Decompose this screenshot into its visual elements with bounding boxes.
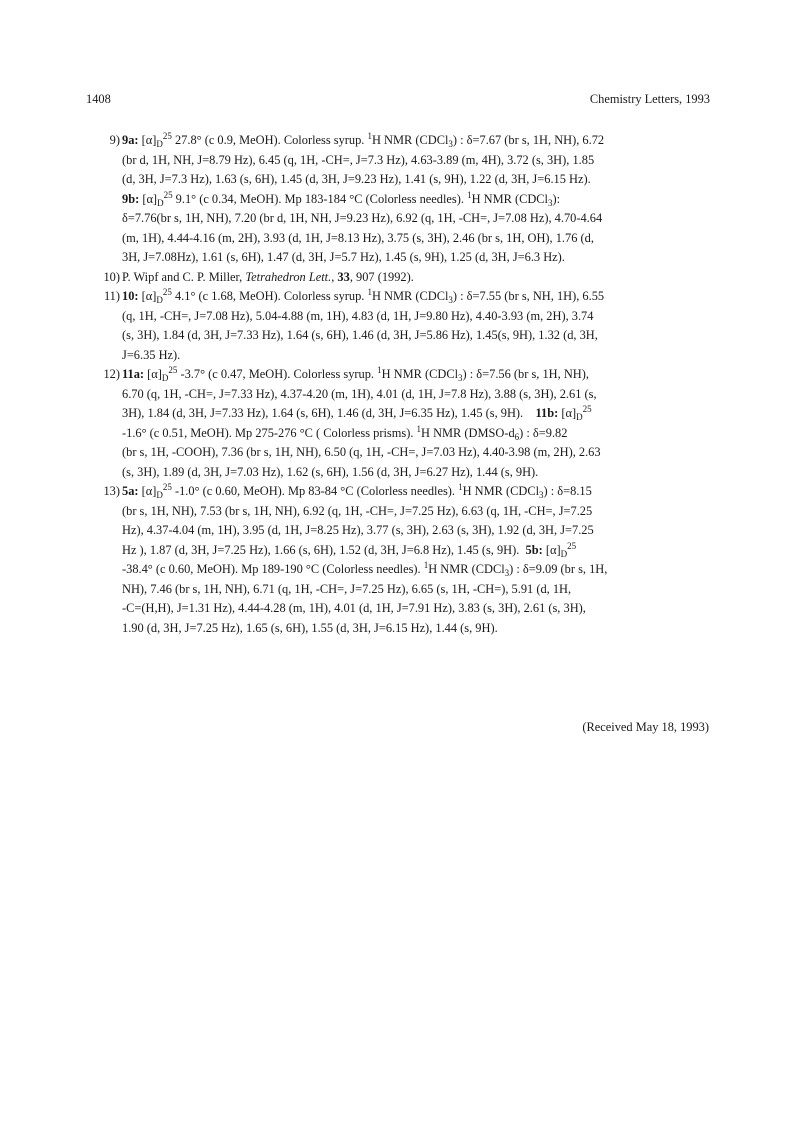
journal-info: Chemistry Letters, 1993 [589,92,710,106]
note-line: 3H), 1.84 (d, 3H, J=7.33 Hz), 1.64 (s, 6H), 1.46 (d, 3H, J=6.35 Hz), 1.45 (s, 9H). 11b: $[\alpha]_D^{25}$ [122,404,592,423]
note-line: -C=(H,H), J=1.31 Hz), 4.44-4.28 (m, 1H), 4.01 (d, 1H, J=7.91 Hz), 3.83 (s, 3H), 2.61 (s, 3H), [122,601,586,615]
reference-note [86,268,716,288]
page-number: 1408 [86,92,111,106]
note-line: 11a: $[\alpha]_D^{25}$ -3.7° (c 0.47, MeOH). Colorless syrup. $^1$H NMR (CDCl$_3$) : δ=7.56 (br s, 1H, NH), [122,365,589,384]
note-line: (br d, 1H, NH, J=8.79 Hz), 6.45 (q, 1H, -CH=, J=7.3 Hz), 4.63-3.89 (m, 4H), 3.72 (s, 3H), 1.85 [122,152,595,167]
note-line: δ=7.76(br s, 1H, NH), 7.20 (br d, 1H, NH, J=9.23 Hz), 6.92 (q, 1H, -CH=, J=7.08 Hz), 4.70-4.64 [122,211,603,225]
note-line: 9b: $[\alpha]_D^{25}$ 9.1° (c 0.34, MeOH). Mp 183-184 °C (Colorless needles). $^1$H NMR (CDCl$_3$): [122,189,561,208]
note-number: 13) [103,484,120,498]
note-line: 10: $[\alpha]_D^{25}$ 4.1° (c 1.68, MeOH). Colorless syrup. $^1$H NMR (CDCl$_3$) : δ=7.55 (br s, NH, 1H), 6.55 [122,287,605,306]
note-line: (q, 1H, -CH=, J=7.08 Hz), 5.04-4.88 (m, 1H), 4.83 (d, 1H, J=9.80 Hz), 4.40-3.93 (m, 2H), 3.74 [122,308,594,323]
note-line: (d, 3H, J=7.3 Hz), 1.63 (s, 6H), 1.45 (d, 3H, J=9.23 Hz), 1.41 (s, 9H), 1.22 (d, 3H, J=6.15 Hz). [122,172,591,186]
note-line: (m, 1H), 4.44-4.16 (m, 2H), 3.93 (d, 1H, J=8.13 Hz), 3.75 (s, 3H), 2.46 (br s, 1H, OH), 1.76 (d, [122,230,594,245]
note-line: -38.4° (c 0.60, MeOH). Mp 189-190 °C (Colorless needles). $^1$H NMR (CDCl$_3$) : δ=9.09 (br s, 1H, [122,560,608,579]
note-line: (br s, 1H, -COOH), 7.36 (br s, 1H, NH), 6.50 (q, 1H, -CH=, J=7.03 Hz), 4.40-3.98 (m, 2H), 2.63 [122,445,601,459]
note-line: (s, 3H), 1.84 (d, 3H, J=7.33 Hz), 1.64 (s, 6H), 1.46 (d, 3H, J=5.86 Hz), 1.45(s, 9H), 1.32 (d, 3H, [122,328,598,342]
note-number: 9) [109,133,120,147]
received-date: (Received May 18, 1993) [582,720,709,734]
reference-note [86,482,716,638]
notes-list [86,131,716,638]
note-line: Hz ), 1.87 (d, 3H, J=7.25 Hz), 1.66 (s, 6H), 1.52 (d, 3H, J=6.8 Hz), 1.45 (s, 9H). 5b: $[\alpha]_D^{25}$ [122,540,577,559]
note-line: (br s, 1H, NH), 7.53 (br s, 1H, NH), 6.92 (q, 1H, -CH=, J=7.25 Hz), 6.63 (q, 1H, -CH=, J=7.25 [122,503,593,518]
note-line: 6.70 (q, 1H, -CH=, J=7.33 Hz), 4.37-4.20 (m, 1H), 4.01 (d, 1H, J=7.8 Hz), 3.88 (s, 3H), 2.61 (s, [122,386,597,401]
note-line: P. Wipf and C. P. Miller, Tetrahedron Lett., 33, 907 (1992). [122,269,414,284]
reference-note [86,287,716,365]
note-line: J=6.35 Hz). [122,347,181,362]
note-number: 10) [103,269,120,284]
note-line: 1.90 (d, 3H, J=7.25 Hz), 1.65 (s, 6H), 1.55 (d, 3H, J=6.15 Hz), 1.44 (s, 9H). [122,620,498,635]
note-line: (s, 3H), 1.89 (d, 3H, J=7.03 Hz), 1.62 (s, 6H), 1.56 (d, 3H, J=6.27 Hz), 1.44 (s, 9H). [122,464,539,479]
note-line: 3H, J=7.08Hz), 1.61 (s, 6H), 1.47 (d, 3H, J=5.7 Hz), 1.45 (s, 9H), 1.25 (d, 3H, J=6.3 Hz). [122,250,565,264]
note-line: -1.6° (c 0.51, MeOH). Mp 275-276 °C ( Colorless prisms). $^1$H NMR $(DMSO-d_6)$ : δ=9.82 [122,423,568,442]
note-line: Hz), 4.37-4.04 (m, 1H), 3.95 (d, 1H, J=8.25 Hz), 3.77 (s, 3H), 2.63 (s, 3H), 1.92 (d, 3H, J=7.25 [122,523,594,537]
note-number: 11) [103,289,120,303]
reference-note [86,131,716,268]
note-line: 5a: $[\alpha]_D^{25}$ -1.0° (c 0.60, MeOH). Mp 83-84 °C (Colorless needles). $^1$H NMR (CDCl$_3$) : δ=8.15 [122,482,592,501]
reference-note [86,365,716,482]
note-number: 12) [103,367,120,381]
note-line: 9a: $[\alpha]_D^{25}$ 27.8° (c 0.9, MeOH). Colorless syrup. $^1$H NMR (CDCl$_3$) : δ=7.67 (br s, 1H, NH), 6.72 [122,131,605,150]
note-line: NH), 7.46 (br s, 1H, NH), 6.71 (q, 1H, -CH=, J=7.25 Hz), 6.65 (s, 1H, -CH=), 5.91 (d, 1H, [122,581,572,596]
